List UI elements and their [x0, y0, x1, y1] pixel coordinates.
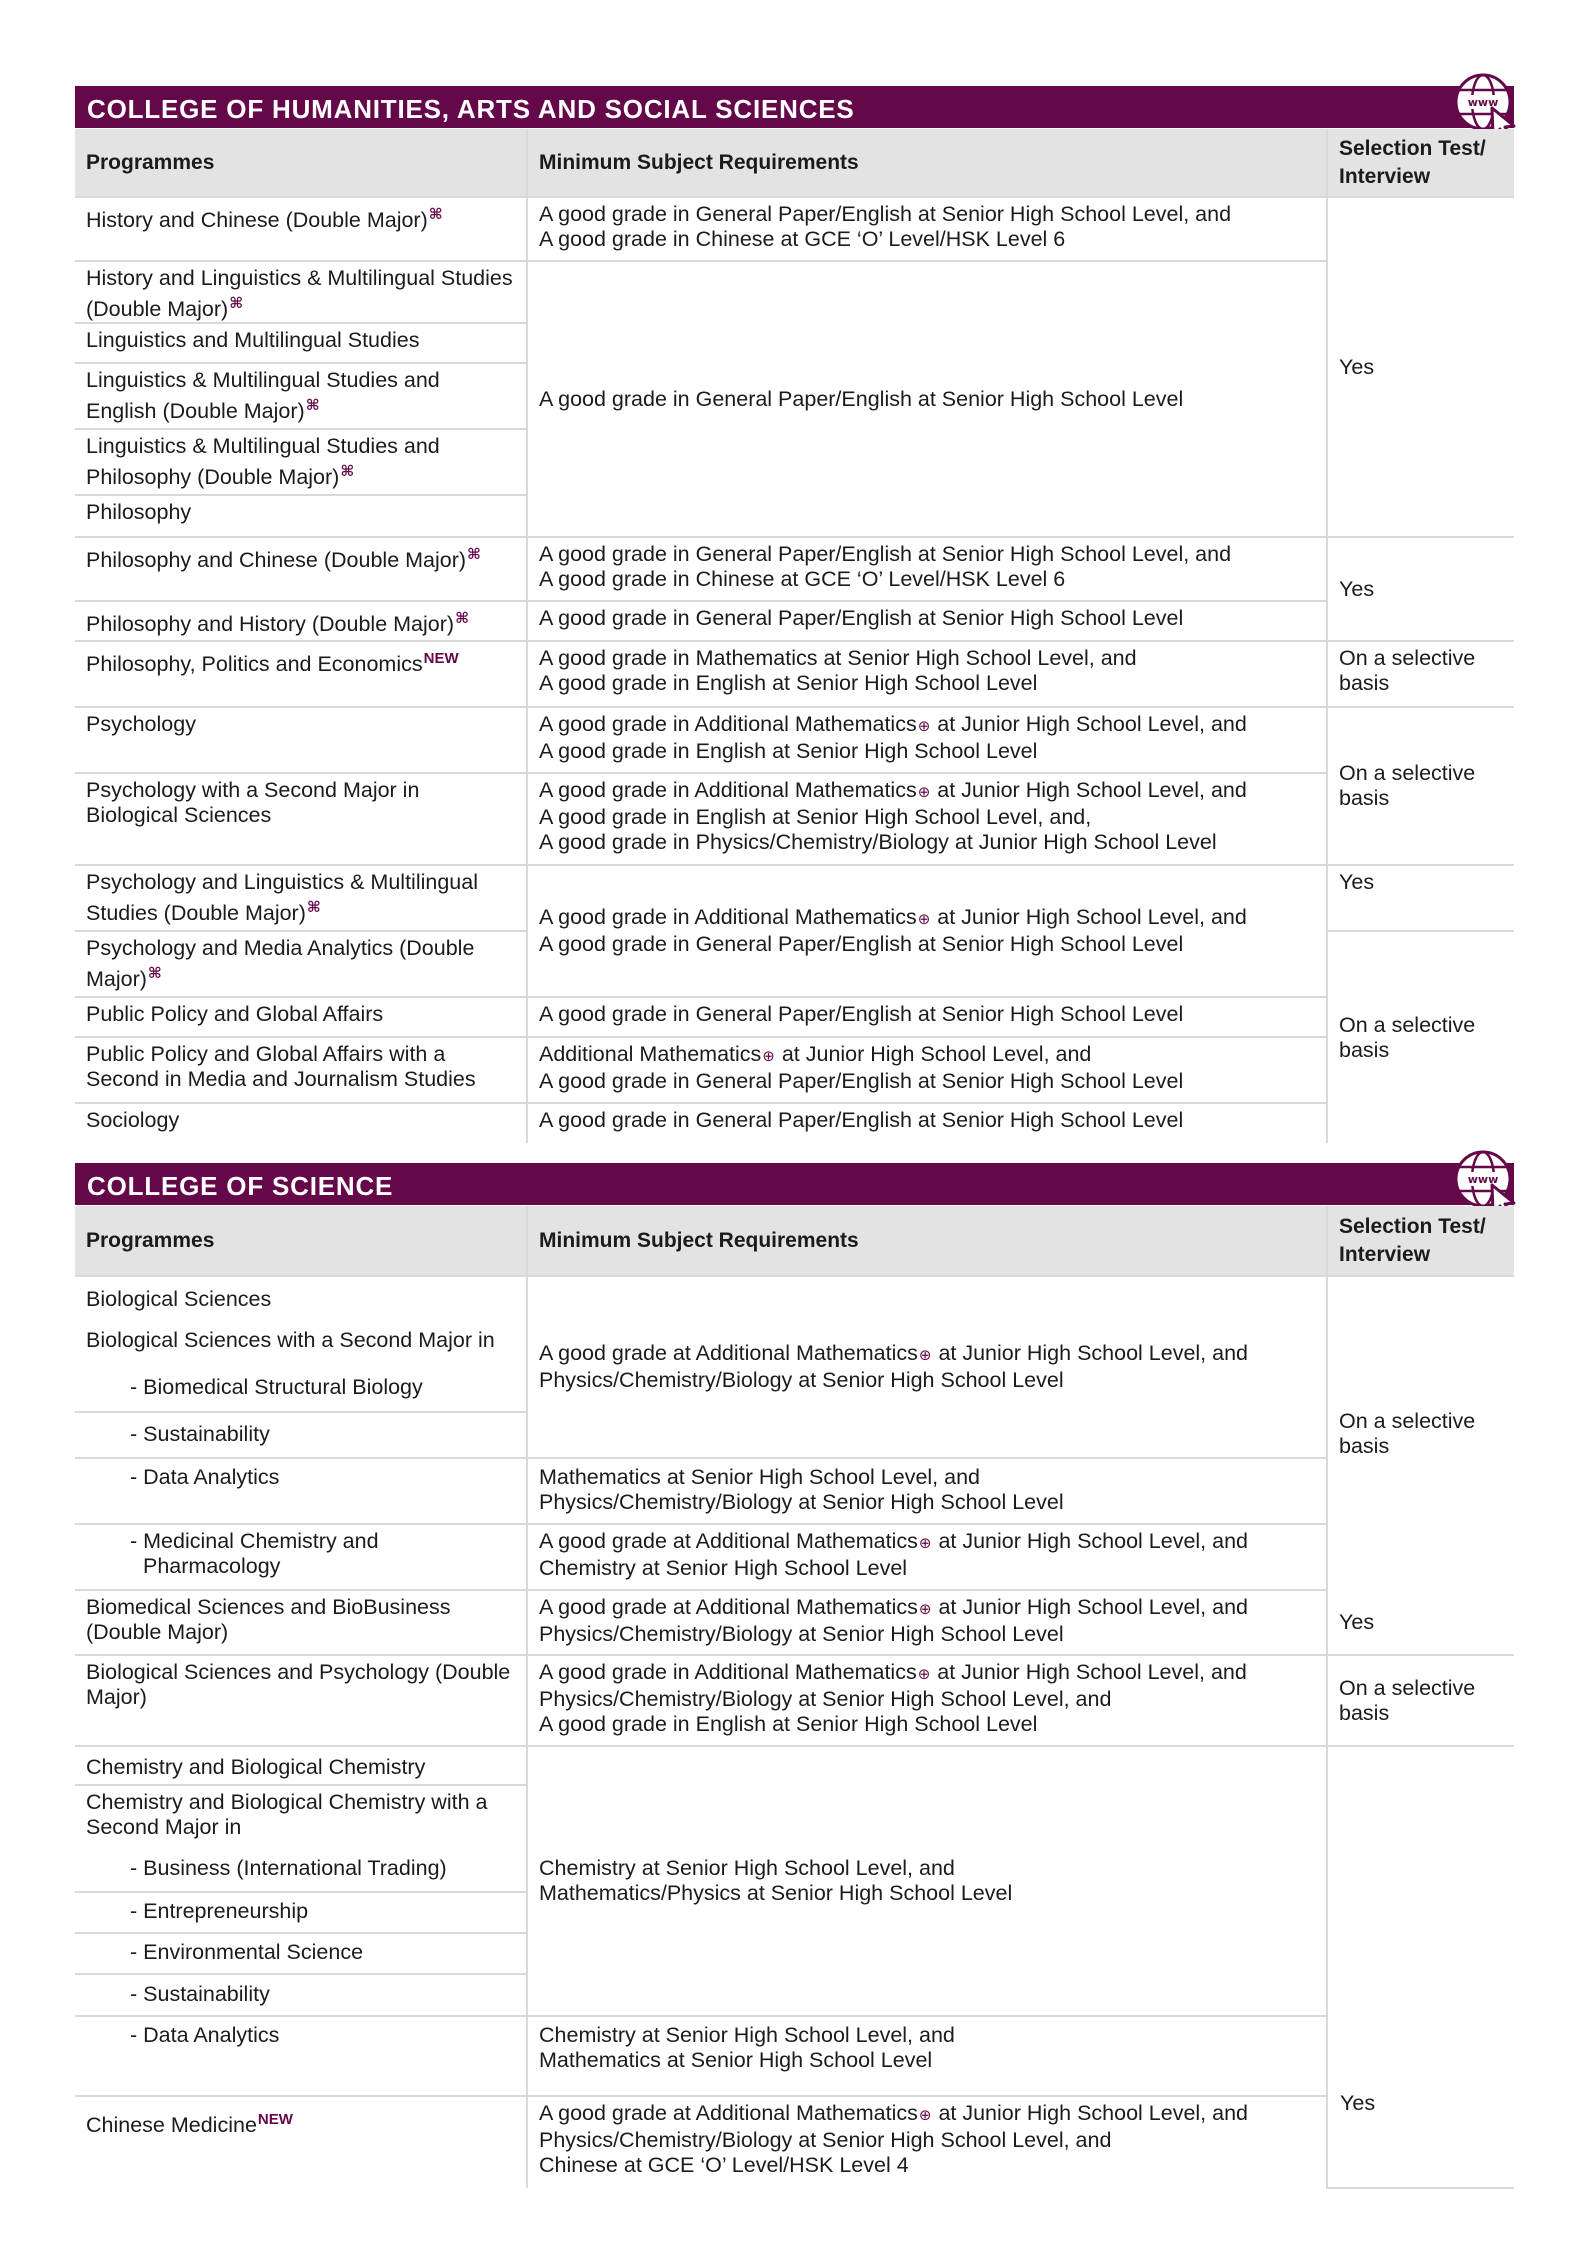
table-row	[75, 1103, 1514, 1143]
science-title: COLLEGE OF SCIENCE	[75, 1163, 1514, 1205]
requirement-cell: A good grade in General Paper/English at Senior High School Level	[527, 261, 1327, 537]
requirement-cell: A good grade in General Paper/English at Senior High School Level, and A good grade in Chinese at GCE ‘O’ Level/HSK Level 6	[527, 197, 1327, 261]
table-row	[75, 1746, 1514, 1785]
requirement-cell: A good grade in General Paper/English at Senior High School Level	[527, 1103, 1327, 1143]
table-header-row	[75, 1206, 1514, 1276]
programme-cell: Biological Sciences and Psychology (Double Major)	[75, 1655, 527, 1746]
humanities-table	[75, 129, 1514, 1143]
programme-cell: Linguistics & Multilingual Studies and English (Double Major)⌘	[75, 363, 527, 429]
programme-cell: - Biomedical Structural Biology	[75, 1366, 527, 1412]
table-row	[75, 773, 1514, 865]
programme-cell: - Sustainability	[75, 1412, 527, 1458]
col-selection: Selection Test/ Interview	[1327, 1206, 1514, 1276]
selection-empty	[1327, 1746, 1514, 2188]
programme-cell: - Data Analytics	[75, 1458, 527, 1524]
table-header-row	[75, 129, 1514, 197]
table-row	[75, 197, 1514, 261]
science-table	[75, 1206, 1514, 2189]
chinese-medicine-selection: Yes	[1340, 2091, 1376, 2115]
table-row	[75, 641, 1514, 707]
programme-cell: Biological Sciences with a Second Major in	[86, 1328, 495, 1352]
programme-cell: Chemistry and Biological Chemistry	[75, 1746, 527, 1785]
requirement-cell: Mathematics at Senior High School Level, and Physics/Chemistry/Biology at Senior High School Level	[527, 1458, 1327, 1524]
programme-cell: Psychology	[75, 707, 527, 773]
humanities-title: COLLEGE OF HUMANITIES, ARTS AND SOCIAL SCIENCES	[75, 86, 1514, 128]
requirement-cell: Chemistry at Senior High School Level, and Mathematics/Physics at Senior High School Level	[527, 1746, 1327, 2016]
programme-cell: - Environmental Science	[75, 1933, 527, 1974]
col-requirements: Minimum Subject Requirements	[527, 1206, 1327, 1276]
table-row	[75, 865, 1514, 931]
programme-cell: Chemistry and Biological Chemistry with a Second Major in	[86, 1790, 488, 1839]
programme-cell: Philosophy	[75, 495, 527, 537]
table-row	[75, 2016, 1514, 2096]
table-row	[75, 1524, 1514, 1590]
requirement-cell: A good grade at Additional Mathematics⊕ at Junior High School Level, and Physics/Chemistry/Biology at Senior High School Level, and Chinese at GCE ‘O’ Level/HSK Level 4	[527, 2096, 1327, 2188]
table-row	[75, 1655, 1514, 1746]
programme-cell: Psychology with a Second Major in Biological Sciences	[75, 773, 527, 865]
requirement-cell: A good grade at Additional Mathematics⊕ at Junior High School Level, and Physics/Chemistry/Biology at Senior High School Level	[527, 1590, 1327, 1655]
programme-cell: Biological Sciences	[86, 1287, 272, 1311]
programme-cell: - Data Analytics	[75, 2016, 527, 2096]
requirement-cell: Additional Mathematics⊕ at Junior High School Level, and A good grade in General Paper/English at Senior High School Level	[527, 1037, 1327, 1103]
table-row	[75, 537, 1514, 601]
svg-text:www: www	[1467, 1173, 1499, 1186]
selection-cell: On a selective basis	[1327, 1655, 1514, 1746]
table-row	[75, 2096, 1514, 2188]
selection-cell: On a selective basis	[1327, 1276, 1514, 1590]
programme-cell: Linguistics and Multilingual Studies	[75, 323, 527, 363]
table-row	[75, 1590, 1514, 1655]
col-selection: Selection Test/ Interview	[1327, 129, 1514, 197]
programme-cell: Psychology and Media Analytics (Double Major)⌘	[75, 931, 527, 997]
table-row	[75, 261, 1514, 323]
selection-cell: On a selective basis	[1327, 931, 1514, 1143]
selection-cell: Yes	[1327, 1590, 1514, 1655]
programme-cell: History and Chinese (Double Major)⌘	[75, 197, 527, 261]
requirement-cell: A good grade in General Paper/English at Senior High School Level, and A good grade in Chinese at GCE ‘O’ Level/HSK Level 6	[527, 537, 1327, 601]
table-row	[75, 707, 1514, 773]
programme-cell: History and Linguistics & Multilingual Studies (Double Major)⌘	[75, 261, 527, 323]
selection-cell: On a selective basis	[1327, 641, 1514, 707]
programme-cell: Public Policy and Global Affairs with a Second in Media and Journalism Studies	[75, 1037, 527, 1103]
programme-cell: Public Policy and Global Affairs	[75, 997, 527, 1037]
requirement-cell: A good grade in Additional Mathematics⊕ at Junior High School Level, and Physics/Chemistry/Biology at Senior High School Level, and A good grade in English at Senior High School Level	[527, 1655, 1327, 1746]
table-row	[75, 997, 1514, 1037]
programme-cell: - Business (International Trading)	[75, 1849, 527, 1892]
selection-cell: On a selective basis	[1327, 707, 1514, 865]
svg-text:www: www	[1467, 96, 1499, 109]
col-requirements: Minimum Subject Requirements	[527, 129, 1327, 197]
programme-cell: Philosophy and History (Double Major)⌘	[75, 601, 527, 641]
table-row	[75, 601, 1514, 641]
table-row	[75, 1276, 1514, 1322]
col-programmes: Programmes	[75, 1206, 527, 1276]
selection-cell: Yes	[1327, 197, 1514, 537]
programme-cell: Linguistics & Multilingual Studies and Philosophy (Double Major)⌘	[75, 429, 527, 495]
programme-cell: Chinese Medicine$^{NEW}$	[86, 2111, 293, 2137]
requirement-cell: A good grade at Additional Mathematics⊕ at Junior High School Level, and Chemistry at Senior High School Level	[527, 1524, 1327, 1590]
table-row	[75, 1037, 1514, 1103]
selection-cell: Yes	[1327, 865, 1514, 931]
requirement-cell: A good grade in Additional Mathematics⊕ at Junior High School Level, and A good grade in General Paper/English at Senior High School Level	[527, 865, 1327, 997]
programme-cell: Philosophy, Politics and Economics$^{NEW}$	[75, 641, 527, 707]
requirement-cell: A good grade in Additional Mathematics⊕ at Junior High School Level, and A good grade in English at Senior High School Level, and, A good grade in Physics/Chemistry/Biology at Junior High School Level	[527, 773, 1327, 865]
table-row	[75, 1458, 1514, 1524]
requirement-cell: A good grade at Additional Mathematics⊕ at Junior High School Level, and Physics/Chemistry/Biology at Senior High School Level	[527, 1276, 1327, 1458]
requirement-cell: A good grade in Additional Mathematics⊕ at Junior High School Level, and A good grade in English at Senior High School Level	[527, 707, 1327, 773]
programme-cell: - Medicinal Chemistry and Pharmacology	[75, 1524, 527, 1590]
programme-cell: Sociology	[86, 1108, 180, 1132]
selection-cell: Yes	[1327, 537, 1514, 641]
programme-cell: Psychology and Linguistics & Multilingual Studies (Double Major)⌘	[75, 865, 527, 931]
requirement-cell: Chemistry at Senior High School Level, and Mathematics at Senior High School Level	[527, 2016, 1327, 2096]
requirement-cell: A good grade in General Paper/English at Senior High School Level	[527, 601, 1327, 641]
col-programmes: Programmes	[75, 129, 527, 197]
programme-cell: - Entrepreneurship	[75, 1892, 527, 1933]
programme-cell: Biomedical Sciences and BioBusiness (Double Major)	[75, 1590, 527, 1655]
requirement-cell: A good grade in General Paper/English at Senior High School Level	[527, 997, 1327, 1037]
requirement-cell: A good grade in Mathematics at Senior High School Level, and A good grade in English at Senior High School Level	[527, 641, 1327, 707]
programme-cell: - Sustainability	[75, 1974, 527, 2016]
programme-cell: Philosophy and Chinese (Double Major)⌘	[75, 537, 527, 601]
